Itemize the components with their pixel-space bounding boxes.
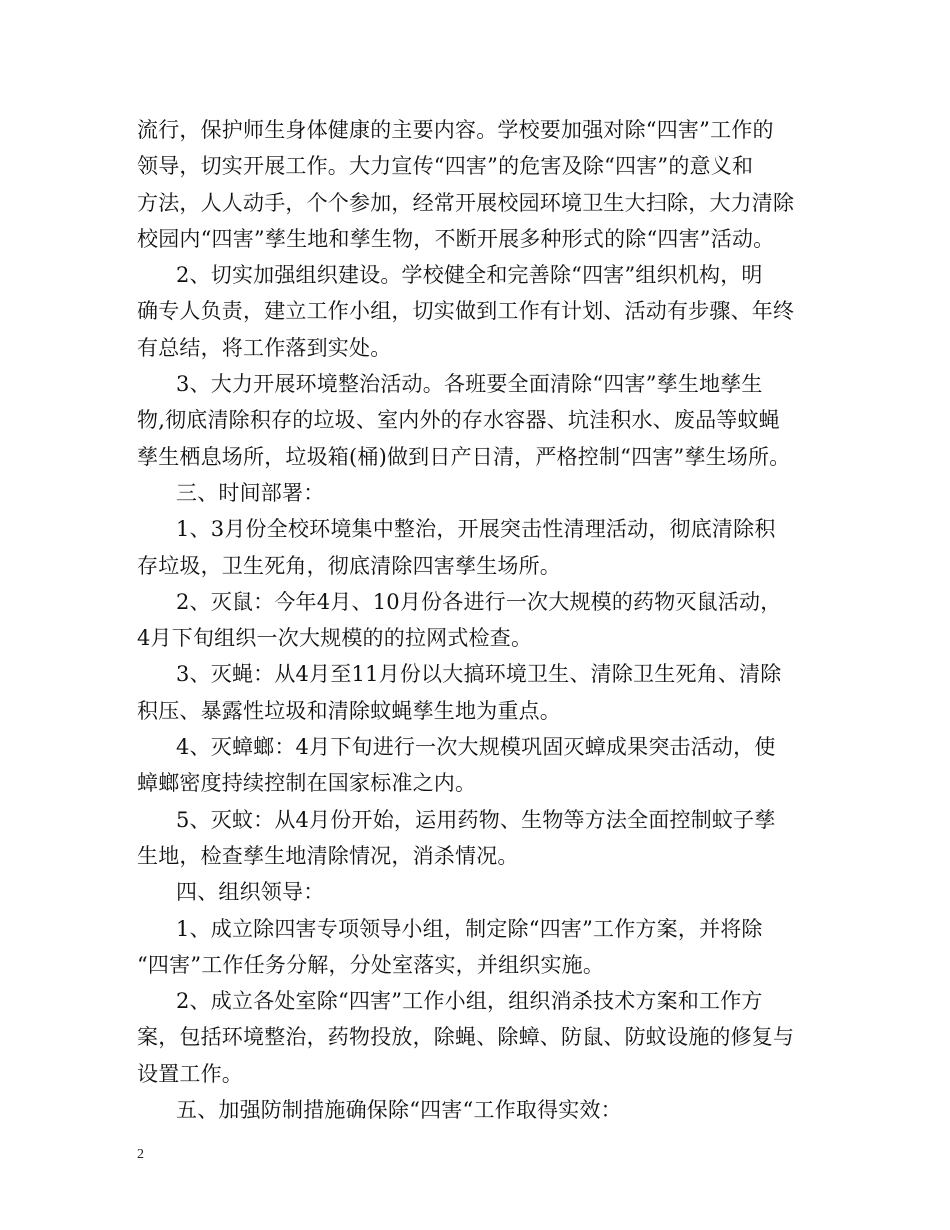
text-line: 3、大力开展环境整治活动。各班要全面清除“四害”孳生地孳生 [176,372,763,397]
section-heading: 三、时间部署： [176,480,325,505]
text-line: 3、灭蝇：从4月至11月份以大搞环境卫生、清除卫生死角、清除 [176,662,782,687]
text-line: 校园内“四害”孳生地和孳生物，不断开展多种形式的除“四害”活动。 [137,226,775,251]
text-line: 存垃圾，卫生死角，彻底清除四害孳生场所。 [137,553,561,578]
text-line: 2、切实加强组织建设。学校健全和完善除“四害”组织机构，明 [176,263,763,288]
text-line: 4、灭蟑螂：4月下旬进行一次大规模巩固灭蟑成果突击活动，使 [176,735,776,760]
document-body [137,112,837,1128]
text-line: 2、灭鼠：今年4月、10月份各进行一次大规模的药物灭鼠活动， [176,589,782,614]
page-number: 2 [137,1147,144,1162]
text-line: 案，包括环境整治，药物投放，除蝇、除蟑、防鼠、防蚊设施的修复与 [137,1025,795,1050]
text-line: “四害”工作任务分解，分处室落实，并组织实施。 [137,952,605,977]
text-line: 2、成立各处室除“四害”工作小组，组织消杀技术方案和工作方 [176,989,763,1014]
text-line: 5、灭蚊：从4月份开始，运用药物、生物等方法全面控制蚊子孳 [176,807,776,832]
text-line: 方法，人人动手，个个参加，经常开展校园环境卫生大扫除，大力清除 [137,190,795,215]
text-line: 有总结，将工作落到实处。 [137,335,392,360]
text-line: 物,彻底清除积存的垃圾、室内外的存水容器、坑洼积水、废品等蚊蝇 [137,408,780,433]
text-line: 积压、暴露性垃圾和清除蚊蝇孳生地为重点。 [137,698,561,723]
text-line: 确专人负责，建立工作小组，切实做到工作有计划、活动有步骤、年终 [137,299,795,324]
section-heading: 五、加强防制措施确保除“四害“工作取得实效： [176,1098,622,1123]
text-line: 1、3月份全校环境集中整治，开展突击性清理活动，彻底清除积 [176,517,776,542]
text-line: 1、成立除四害专项领导小组，制定除“四害”工作方案，并将除 [176,916,763,941]
text-line: 孳生栖息场所，垃圾箱(桶)做到日产日清，严格控制“四害”孳生场所。 [137,444,791,469]
text-line: 流行，保护师生身体健康的主要内容。学校要加强对除“四害”工作的 [137,118,774,142]
text-line: 生地，检查孳生地清除情况，消杀情况。 [137,843,519,868]
text-line: 设置工作。 [137,1061,243,1086]
section-heading: 四、组织领导： [176,880,325,905]
text-line: 领导，切实开展工作。大力宣传“四害”的危害及除“四害”的意义和 [137,154,754,179]
text-line: 4月下旬组织一次大规模的的拉网式检查。 [137,626,533,651]
text-line: 蟑螂密度持续控制在国家标准之内。 [137,771,477,796]
